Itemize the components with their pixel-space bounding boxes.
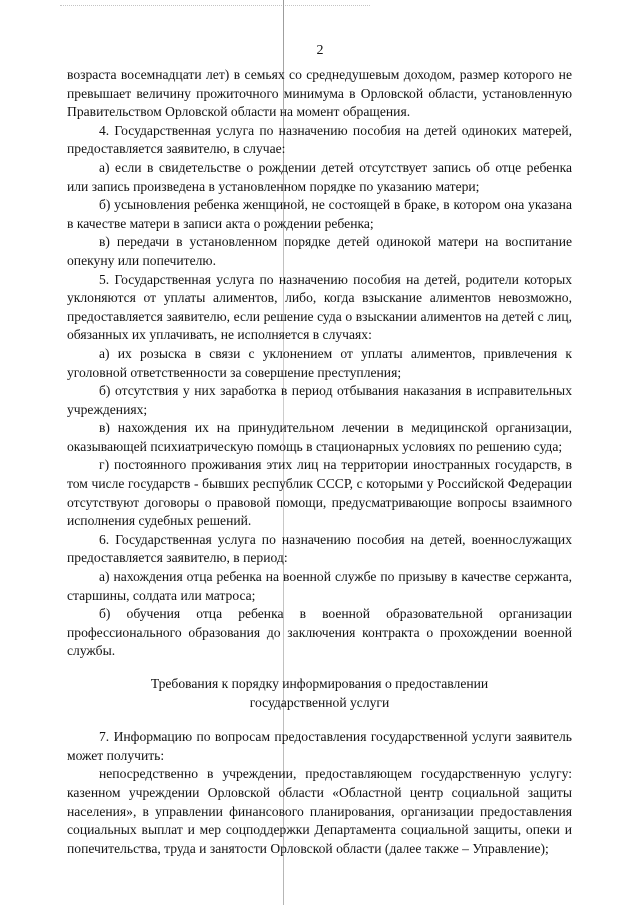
paragraph: непосредственно в учреждении, предоставляющем государственную услугу: казенном учреждении Орловской области «Областной центр социальной защиты населения», в управлении финансового планирования, организации предоставления социальных выплат и мер соцподдержки Департамента социальной защиты, опеки и попечительства, труда и занятости Орловской области (далее также – Управление); [67, 766, 572, 856]
paragraph: 6. Государственная услуга по назначению пособия на детей, военнослужащих предоставляется заявителю, в период: [67, 531, 572, 566]
paragraph: в) нахождения их на принудительном лечении в медицинской организации, оказывающей психиатрическую помощь в стационарных условиях по решению суда; [67, 420, 572, 454]
paragraph: а) их розыска в связи с уклонением от уплаты алиментов, привлечения к уголовной ответственности за совершение преступления; [67, 345, 572, 380]
paragraph: в) передачи в установленном порядке детей одинокой матери на воспитание опекуну или попечителю. [67, 234, 572, 268]
scan-artifact [60, 5, 370, 9]
paragraph: а) нахождения отца ребенка на военной службе по призыву в качестве сержанта, старшины, солдата или матроса; [67, 569, 572, 603]
paragraph: 7. Информацию по вопросам предоставления государственной услуги заявитель может получить: [67, 729, 572, 763]
paragraph: б) отсутствия у них заработка в период отбывания наказания в исправительных учреждениях; [67, 383, 572, 417]
document-body [67, 66, 572, 858]
paragraph: 5. Государственная услуга по назначению пособия на детей, родители которых уклоняются от уплаты алиментов, либо, когда взыскание алиментов невозможно, предоставляется заявителю, если решение суда о взыскании алиментов на детей с лиц, обязанных их уплачивать, не исполняется в случаях: [67, 271, 572, 343]
paragraph: б) усыновления ребенка женщиной, не состоящей в браке, в котором она указана в качестве матери в записи акта о рождении ребенка; [67, 197, 572, 231]
section-heading-line: государственной услуги [249, 694, 390, 710]
paragraph: возраста восемнадцати лет) в семьях со среднедушевым доходом, размер которого не превышает величину прожиточного минимума в Орловской области, установленную Правительством Орловской области на момент обращения. [67, 67, 572, 120]
paragraph: г) постоянного проживания этих лиц на территории иностранных государств, в том числе государств - бывших республик СССР, с которыми у Российской Федерации отсутствуют договоры о правовой помощи, предусматривающие вопросы взаимного исполнения судебных решений. [67, 457, 572, 529]
paragraph: б) обучения отца ребенка в военной образовательной организации профессионального образования до заключения контракта о прохождении военной службы. [67, 606, 572, 659]
section-heading [67, 675, 572, 712]
section-heading-line: Требования к порядку информирования о предоставлении [150, 676, 489, 691]
page-number: 2 [316, 43, 324, 58]
paragraph: 4. Государственная услуга по назначению пособия на детей одиноких матерей, предоставляется заявителю, в случае: [67, 122, 572, 157]
paragraph: а) если в свидетельстве о рождении детей отсутствует запись об отце ребенка или запись произведена в установленном порядке по указанию матери; [67, 159, 572, 194]
